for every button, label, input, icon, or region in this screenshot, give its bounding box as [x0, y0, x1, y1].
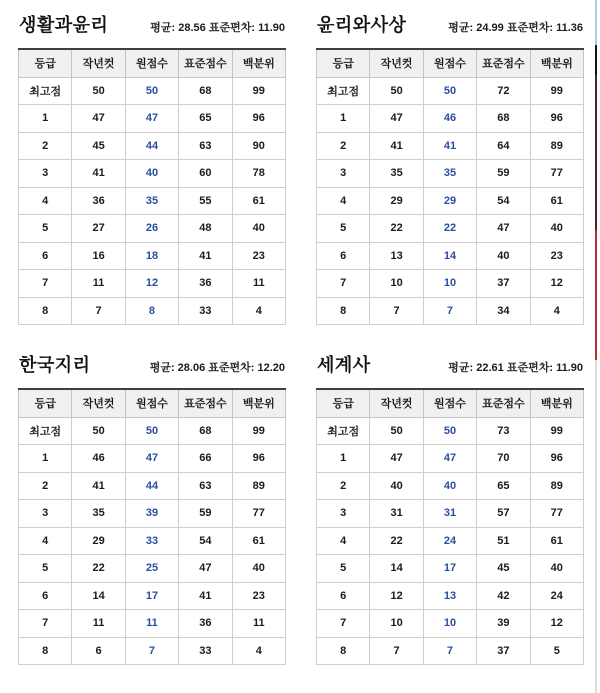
table-row	[19, 132, 286, 160]
standard-score-cell: 41	[179, 582, 232, 610]
lastyear-cut-cell: 11	[72, 270, 125, 298]
right-edge-strip	[594, 0, 600, 693]
lastyear-cut-cell: 14	[370, 555, 423, 583]
percentile-cell: 77	[530, 500, 583, 528]
standard-score-cell: 54	[477, 187, 530, 215]
column-header-raw-score-cell: 원점수	[423, 389, 476, 417]
percentile-cell: 61	[530, 187, 583, 215]
raw-score-cell: 10	[423, 610, 476, 638]
raw-score-cell: 13	[423, 582, 476, 610]
percentile-cell: 90	[232, 132, 285, 160]
grade-cell: 2	[317, 132, 370, 160]
raw-score-cell: 35	[423, 160, 476, 188]
standard-score-cell: 45	[477, 555, 530, 583]
table-row	[19, 500, 286, 528]
lastyear-cut-cell: 11	[72, 610, 125, 638]
grade-cell: 2	[317, 472, 370, 500]
grade-cell: 4	[317, 527, 370, 555]
standard-score-cell: 68	[477, 105, 530, 133]
standard-score-cell: 66	[179, 445, 232, 473]
raw-score-cell: 33	[125, 527, 178, 555]
grade-cell: 최고점	[19, 417, 72, 445]
raw-score-cell: 18	[125, 242, 178, 270]
grade-cell: 4	[317, 187, 370, 215]
standard-score-cell: 39	[477, 610, 530, 638]
lastyear-cut-cell: 29	[370, 187, 423, 215]
raw-score-cell: 50	[125, 77, 178, 105]
raw-score-cell: 11	[125, 610, 178, 638]
grade-cell: 6	[317, 582, 370, 610]
raw-score-cell: 50	[423, 77, 476, 105]
lastyear-cut-cell: 41	[72, 160, 125, 188]
raw-score-cell: 26	[125, 215, 178, 243]
header-row	[317, 389, 584, 417]
table-row	[317, 527, 584, 555]
raw-score-cell: 47	[125, 445, 178, 473]
grade-cell: 8	[19, 297, 72, 325]
standard-score-cell: 42	[477, 582, 530, 610]
column-header-raw-score-cell: 원점수	[423, 49, 476, 77]
subject-title: 세계사	[317, 355, 371, 376]
grade-cell: 6	[317, 242, 370, 270]
subject-section	[316, 10, 584, 325]
standard-score-cell: 54	[179, 527, 232, 555]
raw-score-cell: 7	[423, 637, 476, 665]
raw-score-cell: 8	[125, 297, 178, 325]
subject-section	[18, 10, 286, 325]
percentile-cell: 24	[530, 582, 583, 610]
table-row	[19, 445, 286, 473]
lastyear-cut-cell: 45	[72, 132, 125, 160]
subject-title: 한국지리	[19, 355, 91, 376]
percentile-cell: 77	[232, 500, 285, 528]
standard-score-cell: 48	[179, 215, 232, 243]
raw-score-cell: 47	[125, 105, 178, 133]
column-header-grade-cell: 등급	[19, 49, 72, 77]
subject-tables-grid	[18, 10, 584, 665]
lastyear-cut-cell: 29	[72, 527, 125, 555]
column-header-lastyear-cut-cell: 작년컷	[72, 389, 125, 417]
lastyear-cut-cell: 7	[370, 297, 423, 325]
grade-cell: 7	[317, 270, 370, 298]
standard-score-cell: 64	[477, 132, 530, 160]
grade-cell: 최고점	[317, 77, 370, 105]
grade-cell: 3	[317, 500, 370, 528]
score-table	[18, 48, 286, 325]
raw-score-cell: 40	[125, 160, 178, 188]
standard-score-cell: 33	[179, 297, 232, 325]
column-header-standard-score-cell: 표준점수	[179, 49, 232, 77]
column-header-grade-cell: 등급	[317, 49, 370, 77]
lastyear-cut-cell: 40	[370, 472, 423, 500]
grade-cell: 최고점	[317, 417, 370, 445]
raw-score-cell: 50	[423, 417, 476, 445]
column-header-percentile-cell: 백분위	[232, 49, 285, 77]
table-row	[19, 527, 286, 555]
percentile-cell: 40	[232, 215, 285, 243]
grade-cell: 3	[19, 500, 72, 528]
lastyear-cut-cell: 12	[370, 582, 423, 610]
section-header	[316, 10, 584, 36]
percentile-cell: 61	[232, 187, 285, 215]
section-header	[18, 10, 286, 36]
lastyear-cut-cell: 47	[370, 105, 423, 133]
percentile-cell: 12	[530, 270, 583, 298]
grade-cell: 4	[19, 527, 72, 555]
percentile-cell: 78	[232, 160, 285, 188]
edge-seg-navy	[595, 45, 597, 75]
standard-score-cell: 73	[477, 417, 530, 445]
percentile-cell: 89	[530, 132, 583, 160]
percentile-cell: 77	[530, 160, 583, 188]
column-header-lastyear-cut-cell: 작년컷	[370, 49, 423, 77]
table-row	[317, 242, 584, 270]
percentile-cell: 23	[232, 582, 285, 610]
lastyear-cut-cell: 47	[72, 105, 125, 133]
table-row	[19, 472, 286, 500]
standard-score-cell: 47	[179, 555, 232, 583]
grade-cell: 2	[19, 132, 72, 160]
table-row	[19, 610, 286, 638]
table-row	[317, 77, 584, 105]
grade-cell: 2	[19, 472, 72, 500]
column-header-standard-score-cell: 표준점수	[477, 49, 530, 77]
percentile-cell: 96	[530, 105, 583, 133]
lastyear-cut-cell: 35	[370, 160, 423, 188]
table-row	[317, 472, 584, 500]
table-row	[317, 132, 584, 160]
column-header-percentile-cell: 백분위	[530, 49, 583, 77]
table-row	[317, 417, 584, 445]
table-row	[19, 270, 286, 298]
subject-mean-stddev: 평균: 28.56 표준편차: 11.90	[150, 22, 285, 34]
grade-cell: 4	[19, 187, 72, 215]
lastyear-cut-cell: 46	[72, 445, 125, 473]
table-row	[317, 160, 584, 188]
raw-score-cell: 50	[125, 417, 178, 445]
subject-mean-stddev: 평균: 24.99 표준편차: 11.36	[448, 22, 583, 34]
percentile-cell: 61	[530, 527, 583, 555]
lastyear-cut-cell: 22	[370, 215, 423, 243]
table-row	[317, 582, 584, 610]
standard-score-cell: 72	[477, 77, 530, 105]
score-table	[316, 48, 584, 325]
table-row	[19, 555, 286, 583]
percentile-cell: 40	[530, 215, 583, 243]
standard-score-cell: 36	[179, 610, 232, 638]
percentile-cell: 89	[232, 472, 285, 500]
lastyear-cut-cell: 50	[72, 77, 125, 105]
lastyear-cut-cell: 22	[370, 527, 423, 555]
raw-score-cell: 17	[423, 555, 476, 583]
edge-seg-lightblue	[595, 0, 597, 45]
standard-score-cell: 33	[179, 637, 232, 665]
raw-score-cell: 44	[125, 132, 178, 160]
table-row	[19, 215, 286, 243]
table-row	[19, 187, 286, 215]
percentile-cell: 4	[530, 297, 583, 325]
column-header-grade-cell: 등급	[19, 389, 72, 417]
percentile-cell: 99	[232, 417, 285, 445]
lastyear-cut-cell: 36	[72, 187, 125, 215]
lastyear-cut-cell: 50	[370, 417, 423, 445]
grade-cell: 3	[19, 160, 72, 188]
percentile-cell: 4	[232, 637, 285, 665]
lastyear-cut-cell: 41	[370, 132, 423, 160]
standard-score-cell: 68	[179, 77, 232, 105]
grade-cell: 7	[317, 610, 370, 638]
lastyear-cut-cell: 50	[370, 77, 423, 105]
percentile-cell: 96	[530, 445, 583, 473]
grade-cell: 8	[19, 637, 72, 665]
raw-score-cell: 7	[423, 297, 476, 325]
percentile-cell: 11	[232, 270, 285, 298]
lastyear-cut-cell: 50	[72, 417, 125, 445]
lastyear-cut-cell: 7	[72, 297, 125, 325]
table-row	[19, 160, 286, 188]
raw-score-cell: 39	[125, 500, 178, 528]
raw-score-cell: 46	[423, 105, 476, 133]
table-row	[317, 637, 584, 665]
standard-score-cell: 63	[179, 132, 232, 160]
raw-score-cell: 14	[423, 242, 476, 270]
raw-score-cell: 40	[423, 472, 476, 500]
standard-score-cell: 70	[477, 445, 530, 473]
lastyear-cut-cell: 6	[72, 637, 125, 665]
column-header-lastyear-cut-cell: 작년컷	[72, 49, 125, 77]
percentile-cell: 96	[232, 445, 285, 473]
grade-cell: 8	[317, 297, 370, 325]
subject-section	[18, 350, 286, 665]
percentile-cell: 96	[232, 105, 285, 133]
table-row	[317, 187, 584, 215]
table-row	[317, 105, 584, 133]
column-header-grade-cell: 등급	[317, 389, 370, 417]
subject-mean-stddev: 평균: 28.06 표준편차: 12.20	[149, 362, 285, 374]
lastyear-cut-cell: 14	[72, 582, 125, 610]
standard-score-cell: 36	[179, 270, 232, 298]
column-header-lastyear-cut-cell: 작년컷	[370, 389, 423, 417]
standard-score-cell: 40	[477, 242, 530, 270]
raw-score-cell: 25	[125, 555, 178, 583]
lastyear-cut-cell: 10	[370, 270, 423, 298]
raw-score-cell: 29	[423, 187, 476, 215]
lastyear-cut-cell: 16	[72, 242, 125, 270]
percentile-cell: 99	[530, 417, 583, 445]
raw-score-cell: 17	[125, 582, 178, 610]
grade-cell: 8	[317, 637, 370, 665]
table-row	[317, 270, 584, 298]
grade-cell: 7	[19, 610, 72, 638]
subject-section	[316, 350, 584, 665]
percentile-cell: 99	[530, 77, 583, 105]
grade-cell: 7	[19, 270, 72, 298]
standard-score-cell: 68	[179, 417, 232, 445]
header-row	[19, 389, 286, 417]
table-row	[19, 105, 286, 133]
score-table	[316, 388, 584, 665]
table-row	[317, 500, 584, 528]
column-header-standard-score-cell: 표준점수	[179, 389, 232, 417]
raw-score-cell: 24	[423, 527, 476, 555]
percentile-cell: 12	[530, 610, 583, 638]
percentile-cell: 89	[530, 472, 583, 500]
percentile-cell: 40	[232, 555, 285, 583]
standard-score-cell: 63	[179, 472, 232, 500]
percentile-cell: 23	[530, 242, 583, 270]
table-row	[317, 555, 584, 583]
column-header-percentile-cell: 백분위	[232, 389, 285, 417]
table-row	[317, 215, 584, 243]
raw-score-cell: 7	[125, 637, 178, 665]
standard-score-cell: 60	[179, 160, 232, 188]
raw-score-cell: 31	[423, 500, 476, 528]
grade-cell: 6	[19, 242, 72, 270]
lastyear-cut-cell: 7	[370, 637, 423, 665]
grade-cell: 6	[19, 582, 72, 610]
table-row	[19, 297, 286, 325]
raw-score-cell: 12	[125, 270, 178, 298]
standard-score-cell: 59	[477, 160, 530, 188]
standard-score-cell: 65	[179, 105, 232, 133]
table-row	[317, 610, 584, 638]
lastyear-cut-cell: 10	[370, 610, 423, 638]
subject-mean-stddev: 평균: 22.61 표준편차: 11.90	[448, 362, 583, 374]
table-row	[19, 637, 286, 665]
grade-cell: 최고점	[19, 77, 72, 105]
grade-cell: 5	[317, 555, 370, 583]
grade-cell: 3	[317, 160, 370, 188]
table-row	[317, 297, 584, 325]
standard-score-cell: 47	[477, 215, 530, 243]
subject-title: 생활과윤리	[19, 15, 109, 36]
lastyear-cut-cell: 22	[72, 555, 125, 583]
percentile-cell: 11	[232, 610, 285, 638]
lastyear-cut-cell: 13	[370, 242, 423, 270]
standard-score-cell: 55	[179, 187, 232, 215]
standard-score-cell: 51	[477, 527, 530, 555]
table-row	[19, 77, 286, 105]
grade-cell: 5	[19, 215, 72, 243]
percentile-cell: 5	[530, 637, 583, 665]
standard-score-cell: 34	[477, 297, 530, 325]
grade-cell: 1	[317, 105, 370, 133]
raw-score-cell: 10	[423, 270, 476, 298]
raw-score-cell: 22	[423, 215, 476, 243]
percentile-cell: 23	[232, 242, 285, 270]
table-row	[317, 445, 584, 473]
grade-cell: 1	[317, 445, 370, 473]
grade-cell: 5	[19, 555, 72, 583]
score-table	[18, 388, 286, 665]
raw-score-cell: 44	[125, 472, 178, 500]
lastyear-cut-cell: 31	[370, 500, 423, 528]
column-header-raw-score-cell: 원점수	[125, 389, 178, 417]
grade-cell: 1	[19, 105, 72, 133]
lastyear-cut-cell: 47	[370, 445, 423, 473]
raw-score-cell: 35	[125, 187, 178, 215]
raw-score-cell: 41	[423, 132, 476, 160]
percentile-cell: 61	[232, 527, 285, 555]
lastyear-cut-cell: 35	[72, 500, 125, 528]
section-header	[18, 350, 286, 376]
standard-score-cell: 57	[477, 500, 530, 528]
standard-score-cell: 37	[477, 270, 530, 298]
standard-score-cell: 37	[477, 637, 530, 665]
header-row	[19, 49, 286, 77]
grade-cell: 5	[317, 215, 370, 243]
table-row	[19, 242, 286, 270]
column-header-raw-score-cell: 원점수	[125, 49, 178, 77]
column-header-percentile-cell: 백분위	[530, 389, 583, 417]
table-row	[19, 582, 286, 610]
edge-seg-maroon	[595, 75, 597, 230]
percentile-cell: 99	[232, 77, 285, 105]
standard-score-cell: 41	[179, 242, 232, 270]
lastyear-cut-cell: 41	[72, 472, 125, 500]
subject-title: 윤리와사상	[317, 15, 407, 36]
table-row	[19, 417, 286, 445]
grade-cell: 1	[19, 445, 72, 473]
header-row	[317, 49, 584, 77]
standard-score-cell: 59	[179, 500, 232, 528]
edge-seg-gray	[595, 360, 597, 693]
section-header	[316, 350, 584, 376]
standard-score-cell: 65	[477, 472, 530, 500]
column-header-standard-score-cell: 표준점수	[477, 389, 530, 417]
percentile-cell: 40	[530, 555, 583, 583]
edge-seg-red	[595, 230, 597, 360]
lastyear-cut-cell: 27	[72, 215, 125, 243]
percentile-cell: 4	[232, 297, 285, 325]
raw-score-cell: 47	[423, 445, 476, 473]
